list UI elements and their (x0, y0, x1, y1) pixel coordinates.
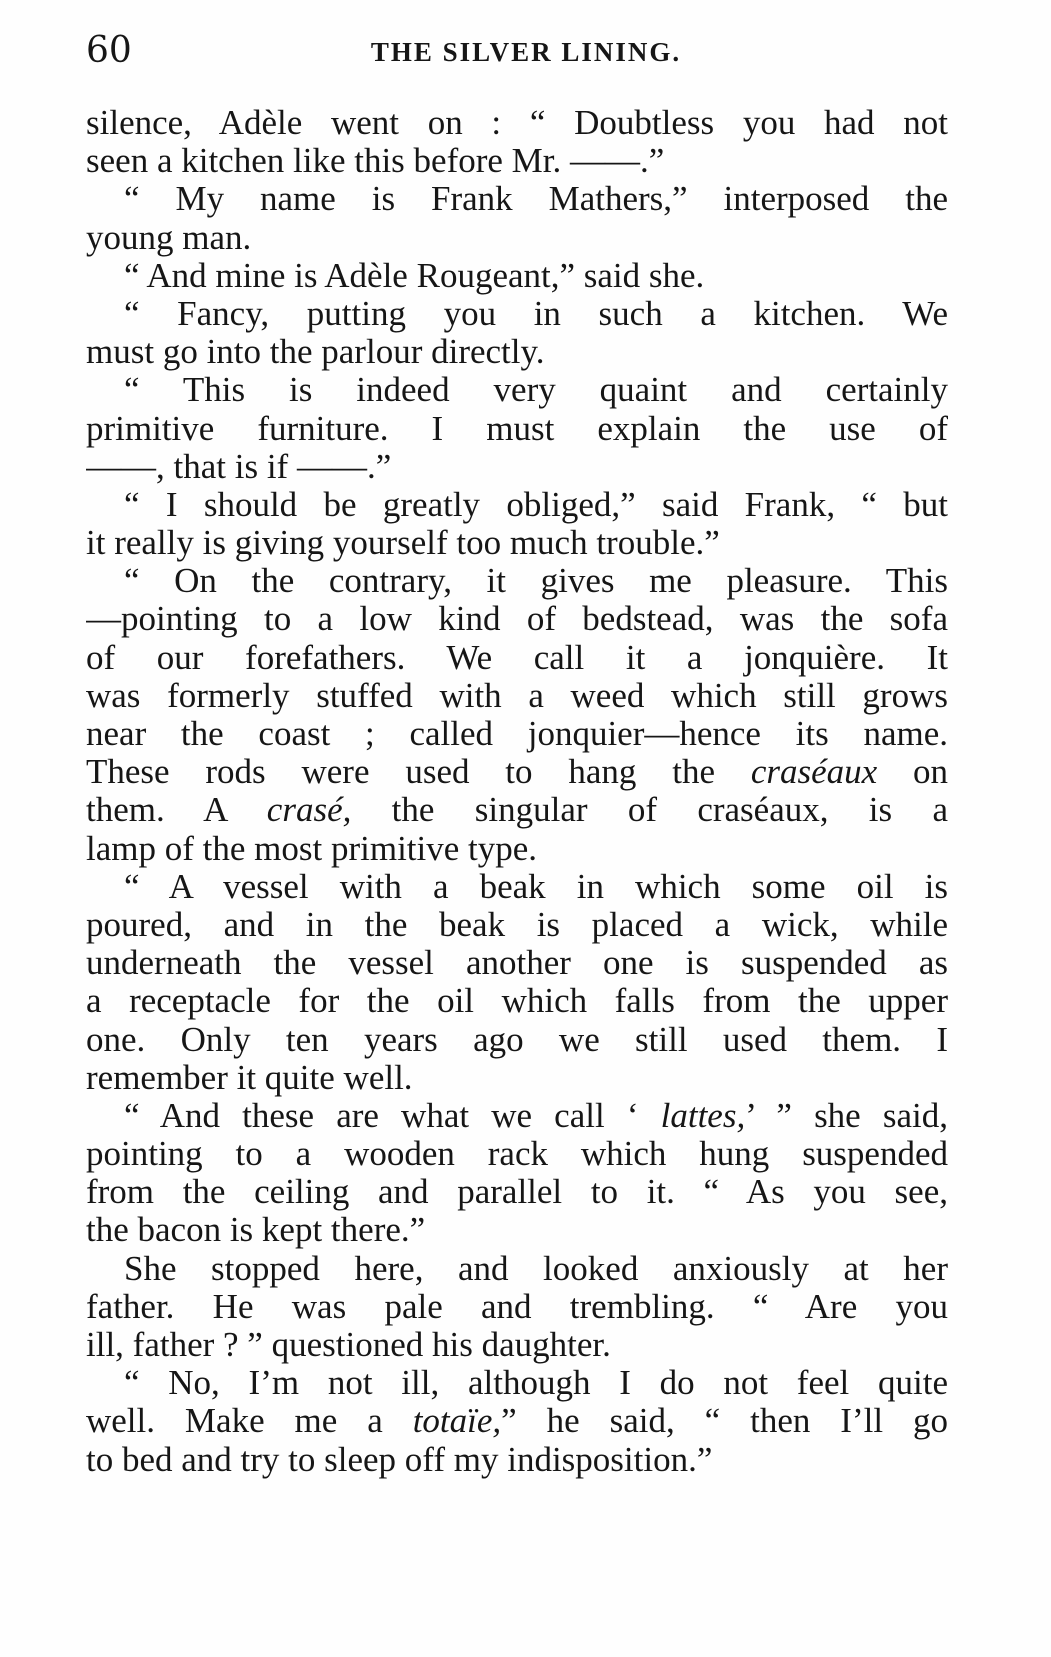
text-line: “ Fancy, putting you in such a kitchen. We (124, 294, 948, 333)
text-line: near the coast ; called jonquier—hence its name. (86, 715, 948, 753)
text-segment: “ And these are what we call ‘ (124, 1096, 661, 1135)
text-segment: them. A (86, 791, 267, 830)
italic-term: craséaux (750, 753, 878, 792)
text-line: ill, father ? ” questioned his daughter. (86, 1326, 611, 1364)
text-line: ——, that is if ——.” (86, 447, 392, 486)
text-line (86, 1402, 948, 1440)
text-line: young man. (86, 218, 252, 257)
text-line: father. He was pale and trembling. “ Are you (86, 1287, 948, 1326)
text-line (86, 1097, 948, 1135)
text-line: the bacon is kept there.” (86, 1211, 426, 1250)
running-title: THE SILVER LINING. (370, 37, 682, 67)
text-line: “ No, I’m not ill, although I do not feel quite (124, 1364, 948, 1403)
text-line: primitive furniture. I must explain the use of (86, 409, 948, 448)
text-line: She stopped here, and looked anxiously at her (124, 1249, 948, 1288)
text-segment: well. Make me a (86, 1402, 413, 1441)
text-line: it really is giving yourself too much trouble.” (86, 524, 720, 563)
text-line: —pointing to a low kind of bedstead, was the sofa (86, 600, 948, 639)
text-segment: ’ ” she said, (745, 1096, 948, 1135)
text-line: “ A vessel with a beak in which some oil is (124, 867, 948, 906)
italic-term: crasé, (266, 791, 352, 830)
text-line: underneath the vessel another one is suspended as (86, 944, 948, 983)
text-line: remember it quite well. (86, 1058, 413, 1097)
italic-term: lattes, (660, 1096, 746, 1135)
italic-term: totaïe, (412, 1402, 502, 1441)
text-line: to bed and try to sleep off my indisposition.” (86, 1440, 713, 1479)
text-line: lamp of the most primitive type. (86, 829, 538, 868)
page-header (86, 26, 946, 76)
text-line: “ I should be greatly obliged,” said Frank, “ but (124, 485, 948, 524)
text-line: “ My name is Frank Mathers,” interposed the (124, 180, 948, 219)
text-line: seen a kitchen like this before Mr. ——.” (86, 142, 665, 181)
text-line: “ On the contrary, it gives me pleasure. This (124, 562, 948, 601)
text-line: from the ceiling and parallel to it. “ As you see, (86, 1173, 948, 1212)
text-line: “ And mine is Adèle Rougeant,” said she. (124, 256, 705, 295)
text-segment: ” he said, “ then I’ll go (501, 1402, 948, 1441)
text-line: poured, and in the beak is placed a wick, while (86, 905, 948, 944)
text-line: of our forefathers. We call it a jonquière. It (86, 638, 948, 677)
text-segment: the singular of craséaux, is a (351, 791, 948, 830)
text-line: “ This is indeed very quaint and certainly (124, 371, 948, 410)
text-line: silence, Adèle went on : “ Doubtless you had not (86, 104, 948, 142)
text-line (86, 791, 948, 829)
text-segment: These rods were used to hang the (86, 753, 751, 792)
text-segment: on (877, 753, 948, 792)
text-line (86, 753, 948, 791)
page-number: 60 (86, 30, 132, 71)
text-line: must go into the parlour directly. (86, 333, 545, 372)
text-line: pointing to a wooden rack which hung suspended (86, 1135, 948, 1174)
body-text (86, 104, 948, 1479)
text-line: a receptacle for the oil which falls from the upper (86, 982, 948, 1021)
text-line: one. Only ten years ago we still used them. I (86, 1020, 948, 1059)
text-line: was formerly stuffed with a weed which still grows (86, 676, 948, 715)
